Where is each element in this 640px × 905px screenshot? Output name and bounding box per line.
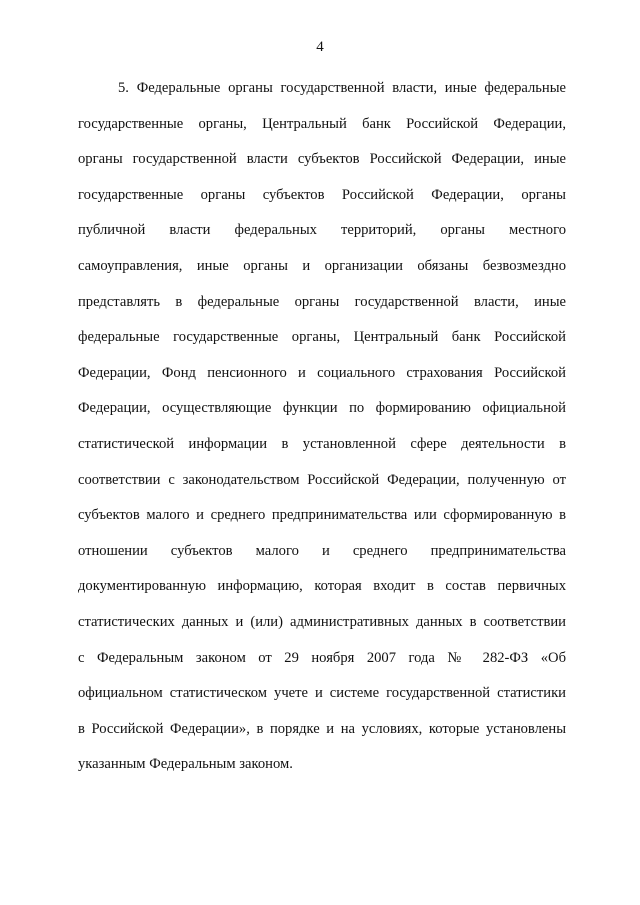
paragraph-line: представлять в федеральные органы государственной власти, иные — [78, 293, 566, 310]
paragraph-line: государственные органы субъектов Российской Федерации, органы — [78, 186, 566, 203]
paragraph-line: с Федеральным законом от 29 ноября 2007 года № 282-ФЗ «Об — [78, 649, 566, 666]
paragraph-line: документированную информацию, которая входит в состав первичных — [78, 578, 566, 595]
paragraph-line: самоуправления, иные органы и организации обязаны безвозмездно — [78, 257, 566, 274]
paragraph-line: Федерации, осуществляющие функции по формированию официальной — [78, 400, 566, 417]
paragraph-line: в Российской Федерации», в порядке и на условиях, которые установлены — [78, 720, 566, 737]
paragraph-item-5 — [78, 78, 566, 790]
paragraph-line: 5. Федеральные органы государственной власти, иные федеральные — [118, 80, 566, 96]
paragraph-line: органы государственной власти субъектов Российской Федерации, иные — [78, 151, 566, 168]
paragraph-line: публичной власти федеральных территорий, органы местного — [78, 222, 566, 239]
paragraph-line: статистических данных и (или) административных данных в соответствии — [78, 613, 566, 630]
page-number: 4 — [316, 39, 324, 55]
paragraph-line: соответствии с законодательством Российской Федерации, полученную от — [78, 471, 566, 488]
paragraph-line: федеральные государственные органы, Центральный банк Российской — [78, 329, 566, 346]
paragraph-line: государственные органы, Центральный банк Российской Федерации, — [78, 115, 566, 132]
paragraph-line: официальном статистическом учете и системе государственной статистики — [78, 685, 566, 702]
paragraph-line: субъектов малого и среднего предпринимательства или сформированную в — [78, 507, 566, 524]
paragraph-line: указанным Федеральным законом. — [78, 756, 293, 773]
paragraph-line: статистической информации в установленной сфере деятельности в — [78, 435, 566, 452]
paragraph-line: отношении субъектов малого и среднего предпринимательства — [78, 542, 566, 559]
paragraph-line: Федерации, Фонд пенсионного и социального страхования Российской — [78, 364, 566, 381]
